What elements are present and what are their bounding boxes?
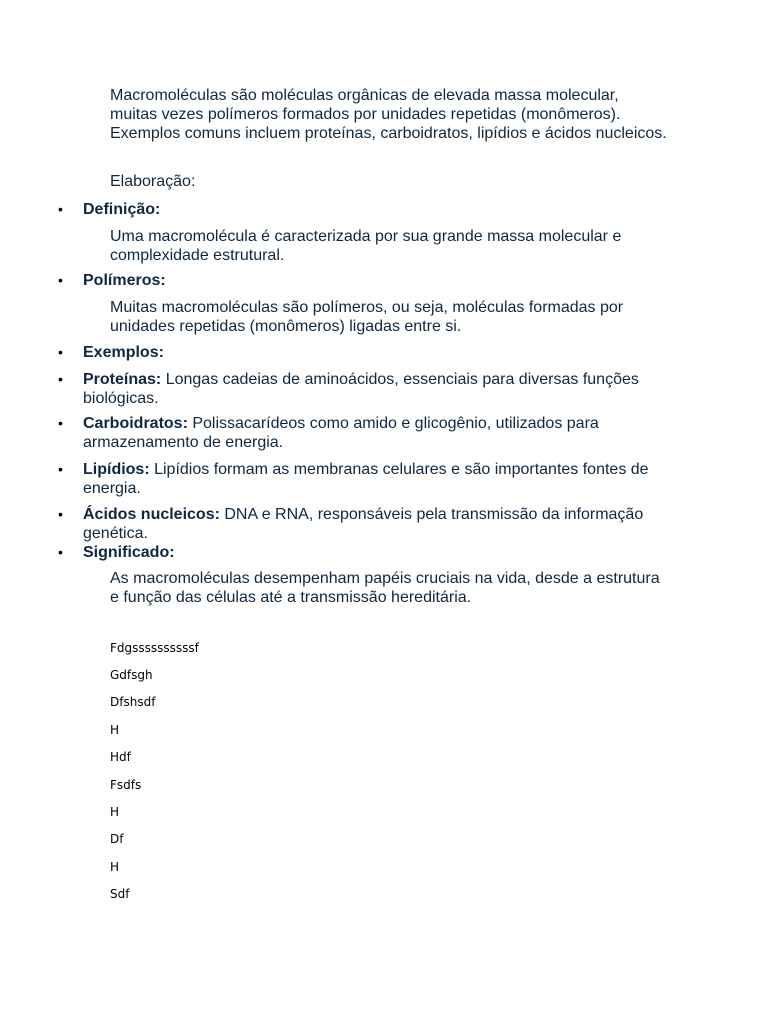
bullet-marker: • <box>58 506 63 522</box>
scribble-line: Dfshsdf <box>110 695 156 709</box>
bullet-marker: • <box>58 344 63 360</box>
scribble-line: Df <box>110 832 124 846</box>
definicao-label: Definição: <box>83 201 161 218</box>
bullet-marker: • <box>58 201 63 217</box>
elaboracao-label: Elaboração: <box>110 173 196 190</box>
carboidratos-text: Polissacarídeos como amido e glicogênio, utilizados para armazenamento de energia. <box>83 415 599 451</box>
scribble-line: Fsdfs <box>110 778 142 792</box>
acidos-nucleicos-label: Ácidos nucleicos: <box>83 506 220 523</box>
scribble-line: Fdgssssssssssf <box>110 641 199 655</box>
bullet-marker: • <box>58 415 63 431</box>
lipidios-label: Lipídios: <box>83 461 150 478</box>
scribble-line: H <box>110 723 120 737</box>
definicao-text: Uma macromolécula é caracterizada por sua grande massa molecular e complexidade estrutural. <box>110 228 622 264</box>
bullet-marker: • <box>58 371 63 387</box>
carboidratos-label: Carboidratos: <box>83 415 188 432</box>
bullet-marker: • <box>58 544 63 560</box>
scribble-line: H <box>110 805 120 819</box>
intro-paragraph: Macromoléculas são moléculas orgânicas de elevada massa molecular, muitas vezes polímeros formados por unidades repetidas (monômeros). Exemplos comuns incluem proteínas, carboidratos, lipídios e ácidos nucleicos. <box>110 87 667 142</box>
bullet-marker: • <box>58 461 63 477</box>
scribble-line: H <box>110 860 120 874</box>
bullet-marker: • <box>58 272 63 288</box>
scribble-line: Hdf <box>110 750 131 764</box>
exemplos-label: Exemplos: <box>83 344 164 361</box>
significado-label: Significado: <box>83 544 175 561</box>
polimeros-text: Muitas macromoléculas são polímeros, ou seja, moléculas formadas por unidades repetidas (monômeros) ligadas entre si. <box>110 299 624 335</box>
acidos-nucleicos-text: DNA e RNA, responsáveis pela transmissão da informação genética. <box>83 506 644 542</box>
scribble-line: Gdfsgh <box>110 668 153 682</box>
proteinas-text: Longas cadeias de aminoácidos, essenciais para diversas funções biológicas. <box>83 371 639 407</box>
polimeros-label: Polímeros: <box>83 272 166 289</box>
lipidios-text: Lipídios formam as membranas celulares e são importantes fontes de energia. <box>83 461 649 497</box>
significado-text: As macromoléculas desempenham papéis cruciais na vida, desde a estrutura e função das células até a transmissão hereditária. <box>110 570 660 606</box>
scribble-line: Sdf <box>110 887 130 901</box>
proteinas-label: Proteínas: <box>83 371 162 388</box>
